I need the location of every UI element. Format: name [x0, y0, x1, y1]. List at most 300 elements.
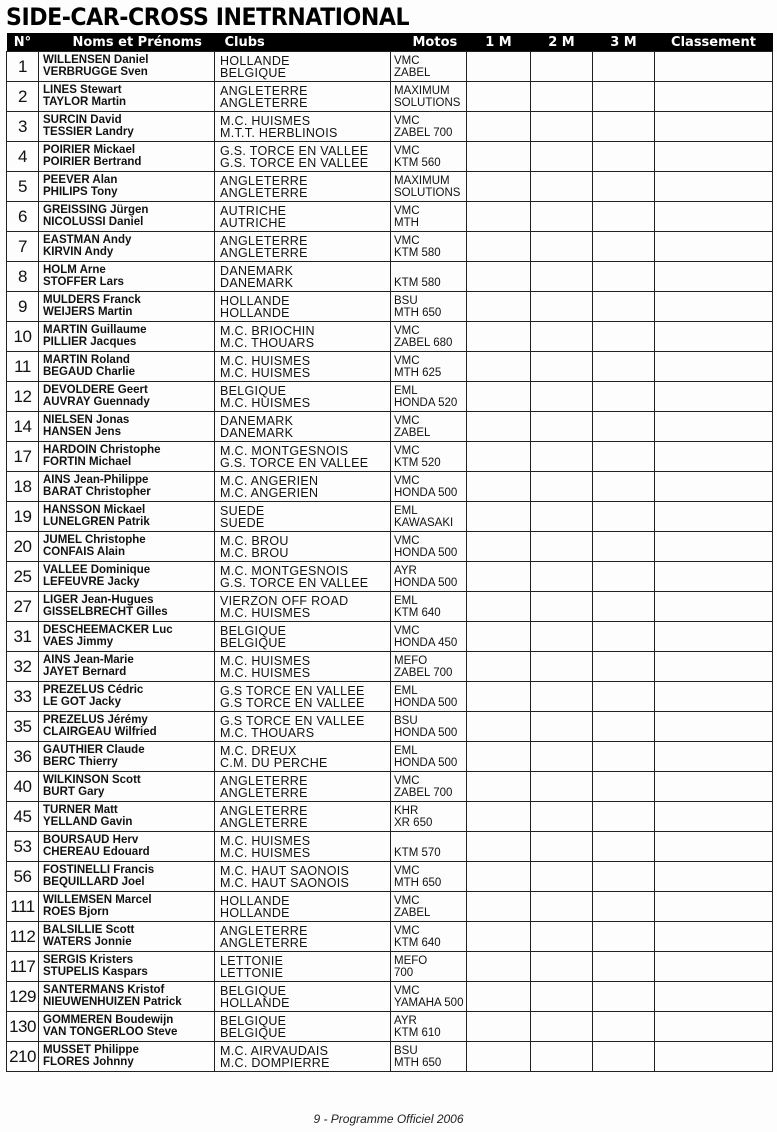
entry-names	[39, 442, 215, 472]
passenger-club: DANEMARK	[220, 276, 294, 290]
race-1-cell	[467, 262, 531, 292]
race-1-cell	[467, 622, 531, 652]
ranking-cell	[655, 922, 773, 952]
race-2-cell	[531, 112, 593, 142]
header-ranking: Classement	[655, 33, 773, 52]
moto-line-2: HONDA 500	[394, 697, 458, 709]
race-3-cell	[593, 142, 655, 172]
driver-club: ANGLETERRE	[220, 924, 308, 938]
moto-line-1: VMC	[394, 775, 420, 787]
entry-names	[39, 352, 215, 382]
moto-line-1: VMC	[394, 865, 420, 877]
moto-line-2: ZABEL	[394, 67, 431, 79]
race-2-cell	[531, 232, 593, 262]
driver-name: NIELSEN Jonas	[43, 414, 130, 426]
entry-number: 130	[7, 1012, 39, 1042]
driver-club: M.C. BROU	[220, 534, 289, 548]
race-1-cell	[467, 142, 531, 172]
driver-club: M.C. BRIOCHIN	[220, 324, 315, 338]
race-3-cell	[593, 862, 655, 892]
moto-line-1: BSU	[394, 1045, 418, 1057]
entry-moto	[391, 292, 467, 322]
entry-names	[39, 202, 215, 232]
ranking-cell	[655, 52, 773, 82]
passenger-name: CONFAIS Alain	[43, 546, 125, 558]
passenger-name: ROES Bjorn	[43, 906, 109, 918]
race-2-cell	[531, 472, 593, 502]
passenger-name: PILLIER Jacques	[43, 336, 137, 348]
ranking-cell	[655, 232, 773, 262]
race-2-cell	[531, 562, 593, 592]
moto-line-1: MEFO	[394, 955, 428, 967]
race-1-cell	[467, 562, 531, 592]
entry-moto	[391, 382, 467, 412]
passenger-name: PHILIPS Tony	[43, 186, 118, 198]
race-1-cell	[467, 952, 531, 982]
moto-line-1: VMC	[394, 445, 420, 457]
table-row	[7, 772, 773, 802]
entry-clubs	[215, 142, 391, 172]
moto-line-1: VMC	[394, 145, 420, 157]
table-row	[7, 1012, 773, 1042]
entry-moto	[391, 742, 467, 772]
race-2-cell	[531, 652, 593, 682]
passenger-name: FORTIN Michael	[43, 456, 132, 468]
race-1-cell	[467, 502, 531, 532]
race-2-cell	[531, 802, 593, 832]
moto-line-1: VMC	[394, 625, 420, 637]
race-2-cell	[531, 862, 593, 892]
passenger-club: DANEMARK	[220, 426, 294, 440]
entry-names	[39, 862, 215, 892]
moto-line-2: HONDA 500	[394, 757, 458, 769]
table-row	[7, 502, 773, 532]
passenger-club: M.C. HUISMES	[220, 396, 311, 410]
entry-names	[39, 592, 215, 622]
race-3-cell	[593, 802, 655, 832]
table-row	[7, 442, 773, 472]
passenger-club: BELGIQUE	[220, 1026, 287, 1040]
entry-number: 117	[7, 952, 39, 982]
entry-number: 111	[7, 892, 39, 922]
race-1-cell	[467, 832, 531, 862]
race-1-cell	[467, 742, 531, 772]
entry-names	[39, 832, 215, 862]
moto-line-2: KTM 610	[394, 1027, 441, 1039]
ranking-cell	[655, 952, 773, 982]
entry-moto	[391, 472, 467, 502]
entry-number: 12	[7, 382, 39, 412]
entry-clubs	[215, 622, 391, 652]
passenger-name: VAES Jimmy	[43, 636, 114, 648]
ranking-cell	[655, 742, 773, 772]
driver-name: LIGER Jean-Hugues	[43, 594, 154, 606]
race-3-cell	[593, 172, 655, 202]
moto-line-2: ZABEL 700	[394, 127, 453, 139]
moto-line-1: AYR	[394, 1015, 417, 1027]
passenger-club: C.M. DU PERCHE	[220, 756, 328, 770]
entry-list-table	[6, 33, 773, 1072]
entry-moto	[391, 1012, 467, 1042]
race-2-cell	[531, 82, 593, 112]
entry-moto	[391, 412, 467, 442]
entry-moto	[391, 922, 467, 952]
race-3-cell	[593, 442, 655, 472]
entry-moto	[391, 172, 467, 202]
driver-club: M.C. HUISMES	[220, 834, 311, 848]
race-3-cell	[593, 322, 655, 352]
passenger-name: LE GOT Jacky	[43, 696, 121, 708]
entry-names	[39, 502, 215, 532]
table-row	[7, 952, 773, 982]
moto-line-2: KTM 580	[394, 277, 441, 289]
table-row	[7, 142, 773, 172]
entry-number: 20	[7, 532, 39, 562]
driver-name: FOSTINELLI Francis	[43, 864, 155, 876]
entry-names	[39, 142, 215, 172]
entry-moto	[391, 352, 467, 382]
driver-club: G.S. TORCE EN VALLEE	[220, 144, 369, 158]
entry-names	[39, 622, 215, 652]
moto-line-2: XR 650	[394, 817, 433, 829]
driver-club: M.C. AIRVAUDAIS	[220, 1044, 329, 1058]
entry-names	[39, 892, 215, 922]
entry-number: 10	[7, 322, 39, 352]
race-2-cell	[531, 682, 593, 712]
entry-moto	[391, 232, 467, 262]
driver-name: PEEVER Alan	[43, 174, 118, 186]
race-3-cell	[593, 382, 655, 412]
entry-number: 129	[7, 982, 39, 1012]
driver-club: M.C. HUISMES	[220, 114, 311, 128]
driver-club: ANGLETERRE	[220, 84, 308, 98]
entry-moto	[391, 82, 467, 112]
race-2-cell	[531, 1042, 593, 1072]
passenger-club: G.S. TORCE EN VALLEE	[220, 456, 369, 470]
entry-clubs	[215, 592, 391, 622]
race-3-cell	[593, 262, 655, 292]
moto-line-2: KTM 570	[394, 847, 441, 859]
moto-line-1: VMC	[394, 205, 420, 217]
moto-line-1	[391, 262, 466, 277]
entry-number: 5	[7, 172, 39, 202]
header-clubs: Clubs	[215, 33, 391, 52]
moto-line-2: HONDA 520	[394, 397, 458, 409]
moto-line-1: VMC	[394, 115, 420, 127]
passenger-club: HOLLANDE	[220, 306, 290, 320]
entry-number: 2	[7, 82, 39, 112]
driver-club: ANGLETERRE	[220, 774, 308, 788]
entry-clubs	[215, 562, 391, 592]
driver-name: MARTIN Guillaume	[43, 324, 147, 336]
race-3-cell	[593, 1042, 655, 1072]
passenger-name: BERC Thierry	[43, 756, 118, 768]
moto-line-2: HONDA 500	[394, 727, 458, 739]
passenger-name: FLORES Johnny	[43, 1056, 134, 1068]
entry-clubs	[215, 742, 391, 772]
race-1-cell	[467, 712, 531, 742]
entry-moto	[391, 1042, 467, 1072]
entry-clubs	[215, 352, 391, 382]
table-row	[7, 112, 773, 142]
moto-line-2: 700	[394, 967, 414, 979]
entry-number: 40	[7, 772, 39, 802]
entry-clubs	[215, 82, 391, 112]
moto-line-1: EML	[394, 505, 418, 517]
driver-name: HANSSON Mickael	[43, 504, 146, 516]
moto-line-1: MAXIMUM	[394, 175, 450, 187]
driver-name: SERGIS Kristers	[43, 954, 134, 966]
passenger-club: SUEDE	[220, 516, 265, 530]
race-1-cell	[467, 202, 531, 232]
passenger-name: CLAIRGEAU Wilfried	[43, 726, 157, 738]
moto-line-2: SOLUTIONS	[394, 187, 461, 199]
driver-club: DANEMARK	[220, 264, 294, 278]
table-row	[7, 202, 773, 232]
entry-clubs	[215, 322, 391, 352]
moto-line-1: VMC	[394, 355, 420, 367]
page-footer: 9 - Programme Officiel 2006	[313, 1112, 464, 1126]
passenger-name: BURT Gary	[43, 786, 105, 798]
entry-clubs	[215, 652, 391, 682]
passenger-club: HOLLANDE	[220, 996, 290, 1010]
race-1-cell	[467, 1042, 531, 1072]
passenger-name: BEGAUD Charlie	[43, 366, 136, 378]
entry-number: 27	[7, 592, 39, 622]
ranking-cell	[655, 1012, 773, 1042]
table-row	[7, 52, 773, 82]
entry-moto	[391, 832, 467, 862]
race-3-cell	[593, 562, 655, 592]
race-2-cell	[531, 742, 593, 772]
entry-number: 35	[7, 712, 39, 742]
passenger-club: ANGLETERRE	[220, 186, 308, 200]
race-2-cell	[531, 982, 593, 1012]
driver-name: MULDERS Franck	[43, 294, 141, 306]
entry-moto	[391, 112, 467, 142]
entry-names	[39, 982, 215, 1012]
header-number: N°	[7, 33, 39, 52]
entry-clubs	[215, 892, 391, 922]
moto-line-2: ZABEL 680	[394, 337, 453, 349]
passenger-name: NICOLUSSI Daniel	[43, 216, 144, 228]
driver-club: BELGIQUE	[220, 984, 287, 998]
moto-line-2: HONDA 450	[394, 637, 458, 649]
table-row	[7, 382, 773, 412]
table-row	[7, 82, 773, 112]
header-race-2: 2 M	[531, 33, 593, 52]
table-row	[7, 532, 773, 562]
entry-number: 18	[7, 472, 39, 502]
entry-number: 14	[7, 412, 39, 442]
entry-moto	[391, 202, 467, 232]
passenger-name: NIEUWENHUIZEN Patrick	[43, 996, 182, 1008]
driver-club: M.C. MONTGESNOIS	[220, 564, 349, 578]
ranking-cell	[655, 112, 773, 142]
entry-moto	[391, 142, 467, 172]
ranking-cell	[655, 802, 773, 832]
entry-clubs	[215, 202, 391, 232]
driver-club: M.C. ANGERIEN	[220, 474, 319, 488]
moto-line-2: KAWASAKI	[394, 517, 454, 529]
entry-moto	[391, 862, 467, 892]
entry-names	[39, 232, 215, 262]
driver-club: DANEMARK	[220, 414, 294, 428]
ranking-cell	[655, 652, 773, 682]
race-1-cell	[467, 892, 531, 922]
header-motos: Motos	[391, 33, 467, 52]
driver-name: PREZELUS Cédric	[43, 684, 144, 696]
entry-names	[39, 742, 215, 772]
table-row	[7, 832, 773, 862]
driver-club: M.C. HAUT SAONOIS	[220, 864, 350, 878]
passenger-name: VAN TONGERLOO Steve	[43, 1026, 178, 1038]
driver-name: HARDOIN Christophe	[43, 444, 161, 456]
passenger-club: ANGLETERRE	[220, 96, 308, 110]
passenger-name: LUNELGREN Patrik	[43, 516, 150, 528]
moto-line-2: KTM 640	[394, 937, 441, 949]
entry-names	[39, 322, 215, 352]
entry-names	[39, 652, 215, 682]
driver-name: WILLENSEN Daniel	[43, 54, 149, 66]
passenger-name: CHEREAU Edouard	[43, 846, 150, 858]
passenger-club: G.S. TORCE EN VALLEE	[220, 576, 369, 590]
ranking-cell	[655, 142, 773, 172]
driver-name: AINS Jean-Philippe	[43, 474, 149, 486]
race-2-cell	[531, 322, 593, 352]
moto-line-2: ZABEL	[394, 427, 431, 439]
race-3-cell	[593, 52, 655, 82]
ranking-cell	[655, 982, 773, 1012]
driver-club: BELGIQUE	[220, 624, 287, 638]
entry-clubs	[215, 172, 391, 202]
moto-line-1: MAXIMUM	[394, 85, 450, 97]
passenger-club: ANGLETERRE	[220, 786, 308, 800]
entry-moto	[391, 802, 467, 832]
entry-clubs	[215, 952, 391, 982]
passenger-club: M.C. ANGERIEN	[220, 486, 319, 500]
moto-line-2: MTH 650	[394, 877, 442, 889]
table-row	[7, 292, 773, 322]
moto-line-2: HONDA 500	[394, 547, 458, 559]
page-title: SIDE-CAR-CROSS INETRNATIONAL	[6, 3, 410, 31]
table-row	[7, 652, 773, 682]
passenger-club: BELGIQUE	[220, 66, 287, 80]
passenger-club: M.C. THOUARS	[220, 336, 315, 350]
entry-number: 36	[7, 742, 39, 772]
moto-line-1: EML	[394, 595, 418, 607]
ranking-cell	[655, 472, 773, 502]
entry-number: 112	[7, 922, 39, 952]
table-row	[7, 592, 773, 622]
entry-clubs	[215, 262, 391, 292]
entry-names	[39, 292, 215, 322]
entry-moto	[391, 502, 467, 532]
moto-line-2: KTM 640	[394, 607, 441, 619]
passenger-name: WEIJERS Martin	[43, 306, 133, 318]
entry-clubs	[215, 712, 391, 742]
race-3-cell	[593, 652, 655, 682]
ranking-cell	[655, 382, 773, 412]
passenger-club: M.C. THOUARS	[220, 726, 315, 740]
driver-club: SUEDE	[220, 504, 265, 518]
entry-number: 9	[7, 292, 39, 322]
entry-clubs	[215, 1012, 391, 1042]
entry-names	[39, 802, 215, 832]
ranking-cell	[655, 712, 773, 742]
moto-line-1: VMC	[394, 925, 420, 937]
table-row	[7, 562, 773, 592]
race-1-cell	[467, 292, 531, 322]
race-3-cell	[593, 622, 655, 652]
race-3-cell	[593, 982, 655, 1012]
entry-moto	[391, 322, 467, 352]
entry-names	[39, 952, 215, 982]
moto-line-1: AYR	[394, 565, 417, 577]
passenger-club: M.T.T. HERBLINOIS	[220, 126, 338, 140]
entry-clubs	[215, 1042, 391, 1072]
driver-club: ANGLETERRE	[220, 234, 308, 248]
header-names: Noms et Prénoms	[39, 33, 215, 52]
race-2-cell	[531, 1012, 593, 1042]
entry-number: 17	[7, 442, 39, 472]
entry-names	[39, 562, 215, 592]
entry-names	[39, 532, 215, 562]
passenger-club: AUTRICHE	[220, 216, 287, 230]
passenger-club: G.S TORCE EN VALLEE	[220, 696, 365, 710]
race-3-cell	[593, 952, 655, 982]
race-3-cell	[593, 772, 655, 802]
entry-names	[39, 472, 215, 502]
entry-number: 210	[7, 1042, 39, 1072]
passenger-club: M.C. HUISMES	[220, 606, 311, 620]
driver-name: WILKINSON Scott	[43, 774, 141, 786]
entry-number: 45	[7, 802, 39, 832]
driver-name: GOMMEREN Boudewijn	[43, 1014, 174, 1026]
header-row	[7, 33, 773, 52]
table-row	[7, 412, 773, 442]
header-race-3: 3 M	[593, 33, 655, 52]
ranking-cell	[655, 82, 773, 112]
race-1-cell	[467, 442, 531, 472]
race-3-cell	[593, 532, 655, 562]
ranking-cell	[655, 172, 773, 202]
entry-moto	[391, 532, 467, 562]
entry-clubs	[215, 802, 391, 832]
moto-line-2: MTH 625	[394, 367, 442, 379]
driver-club: VIERZON OFF ROAD	[220, 594, 349, 608]
driver-name: EASTMAN Andy	[43, 234, 132, 246]
entry-number: 4	[7, 142, 39, 172]
ranking-cell	[655, 622, 773, 652]
entry-number: 7	[7, 232, 39, 262]
table-row	[7, 922, 773, 952]
table-row	[7, 172, 773, 202]
ranking-cell	[655, 202, 773, 232]
entry-moto	[391, 982, 467, 1012]
entry-names	[39, 172, 215, 202]
race-3-cell	[593, 592, 655, 622]
driver-name: WILLEMSEN Marcel	[43, 894, 152, 906]
race-2-cell	[531, 292, 593, 322]
race-3-cell	[593, 472, 655, 502]
race-1-cell	[467, 352, 531, 382]
race-3-cell	[593, 502, 655, 532]
moto-line-1: VMC	[394, 325, 420, 337]
entry-moto	[391, 682, 467, 712]
entry-clubs	[215, 982, 391, 1012]
driver-club: M.C. MONTGESNOIS	[220, 444, 349, 458]
